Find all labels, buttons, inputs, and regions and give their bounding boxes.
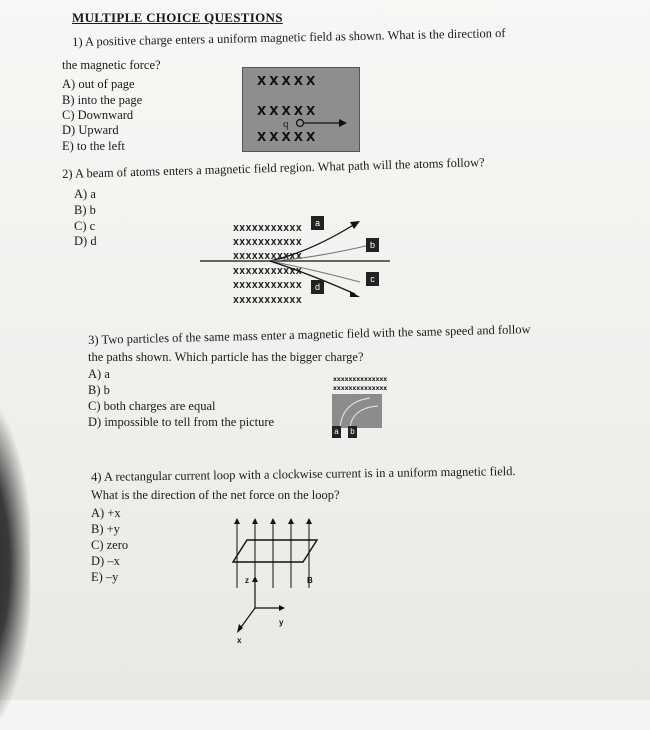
page-title: MULTIPLE CHOICE QUESTIONS [72, 10, 283, 25]
q1-field-diagram [242, 67, 360, 152]
q2-path-label-d: d [311, 280, 324, 294]
q1-option-a[interactable]: A) out of page [62, 77, 135, 91]
q2-beam-paths [200, 212, 390, 312]
q3-option-d[interactable]: D) impossible to tell from the picture [88, 415, 275, 429]
q3-path-label-b: b [348, 426, 357, 438]
q1-option-d[interactable]: D) Upward [62, 123, 119, 137]
q2-field-row-2: XXXXXXXXXXX [233, 238, 303, 247]
q2-option-b[interactable]: B) b [74, 203, 96, 217]
q3-option-b[interactable]: B) b [88, 383, 110, 397]
finger-shadow [0, 400, 30, 730]
q3-option-a[interactable]: A) a [88, 367, 110, 381]
q2-field-row-1: XXXXXXXXXXX [233, 224, 303, 233]
q2-option-c[interactable]: C) c [74, 219, 96, 233]
q1-charge-label: q [283, 118, 289, 130]
q4-option-d[interactable]: D) –x [91, 554, 120, 568]
q4-loop-diagram [215, 518, 325, 648]
q1-field-row-1: XXXXX [257, 74, 319, 88]
q4-field-label: B [307, 576, 313, 585]
q2-beam-diagram [200, 212, 390, 312]
q1-field-row-2: XXXXX [257, 104, 319, 118]
q4-option-e[interactable]: E) –y [91, 570, 119, 584]
q2-path-label-a: a [311, 216, 324, 230]
q1-text-line1: 1) A positive charge enters a uniform magnetic field as shown. What is the direction of [72, 25, 506, 49]
q4-axis-x-label: x [237, 636, 242, 645]
q1-field-row-3: XXXXX [257, 130, 319, 144]
q4-axis-y-label: y [279, 618, 284, 627]
q2-field-row-6: XXXXXXXXXXX [233, 296, 303, 305]
q2-option-a[interactable]: A) a [74, 187, 96, 201]
q3-field-row-2: xxxxxxxxxxxxxx [333, 385, 388, 392]
q4-option-b[interactable]: B) +y [91, 522, 120, 536]
q3-particle-diagram [330, 376, 388, 440]
q2-field-row-3: XXXXXXXXXXX [233, 252, 303, 261]
q1-text-line2: the magnetic force? [62, 58, 161, 72]
q1-option-e[interactable]: E) to the left [62, 139, 125, 153]
q1-velocity-arrow [243, 68, 359, 151]
q4-text-line2: What is the direction of the net force on the loop? [91, 488, 340, 502]
q2-path-label-c: c [366, 272, 379, 286]
q2-field-row-4: XXXXXXXXXXX [233, 267, 303, 276]
q3-text-line1: 3) Two particles of the same mass enter a magnetic field with the same speed and follow [88, 322, 531, 347]
q2-field-row-5: XXXXXXXXXXX [233, 281, 303, 290]
q3-text-line2: the paths shown. Which particle has the bigger charge? [88, 350, 364, 364]
q2-text-line1: 2) A beam of atoms enters a magnetic field region. What path will the atoms follow? [62, 155, 485, 181]
q4-text-line1: 4) A rectangular current loop with a clockwise current is in a uniform magnetic field. [91, 464, 516, 484]
q3-option-c[interactable]: C) both charges are equal [88, 399, 216, 413]
q3-field-row-1: xxxxxxxxxxxxxx [333, 376, 388, 383]
q4-option-a[interactable]: A) +x [91, 506, 121, 520]
q3-path-label-a: a [332, 426, 341, 438]
q2-path-label-b: b [366, 238, 379, 252]
q4-axis-z-label: z [245, 576, 249, 585]
q1-option-b[interactable]: B) into the page [62, 93, 143, 107]
q1-option-c[interactable]: C) Downward [62, 108, 134, 122]
q4-option-c[interactable]: C) zero [91, 538, 129, 552]
q2-option-d[interactable]: D) d [74, 234, 97, 248]
